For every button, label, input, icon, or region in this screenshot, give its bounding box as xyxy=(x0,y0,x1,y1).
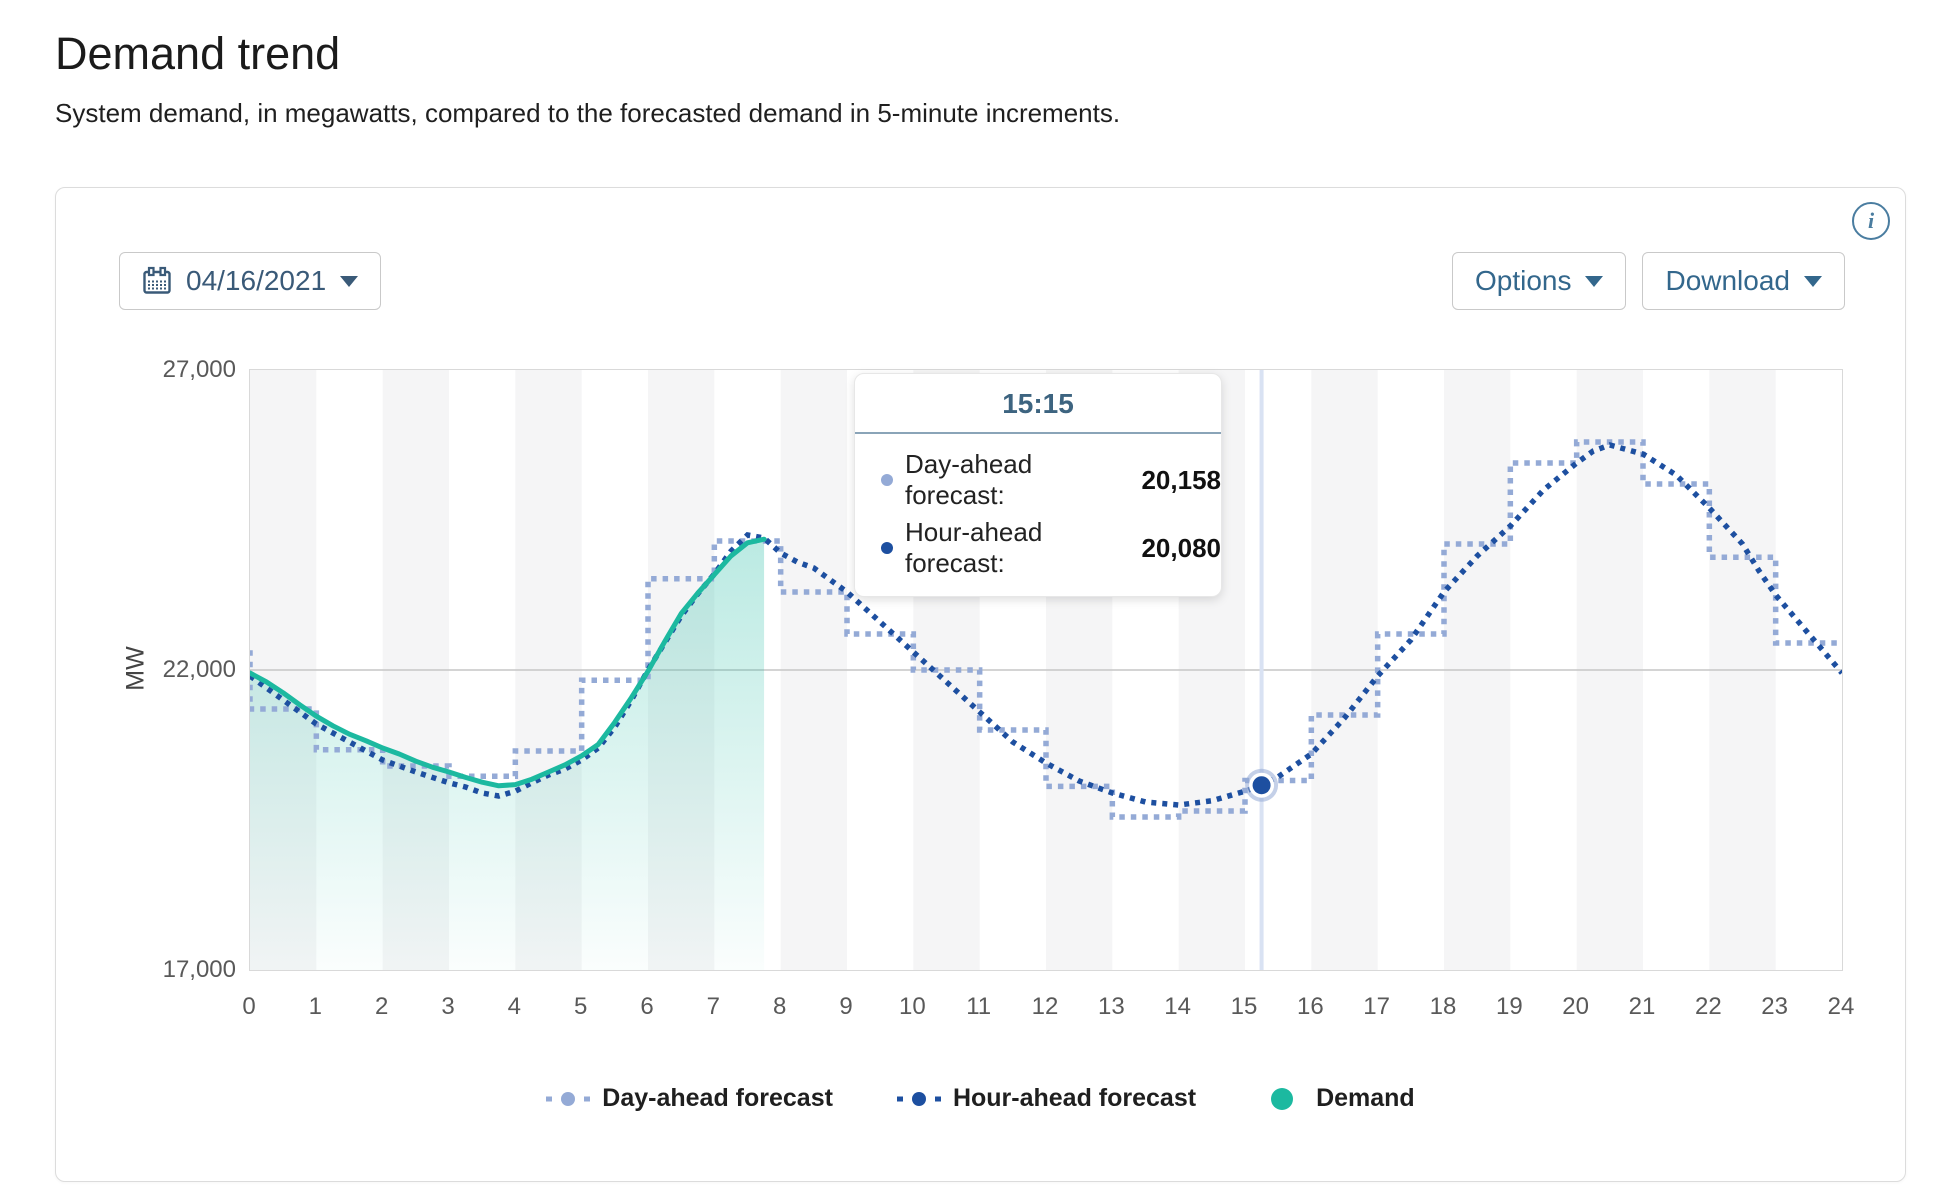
legend-item-day_ahead[interactable] xyxy=(546,1084,833,1113)
options-button[interactable] xyxy=(1452,252,1627,310)
x-tick-label: 14 xyxy=(1164,993,1192,1020)
day_ahead-marker-icon xyxy=(546,1087,590,1111)
x-tick-label: 19 xyxy=(1495,993,1523,1020)
x-tick-label: 1 xyxy=(308,993,323,1020)
chart-tooltip xyxy=(854,373,1222,597)
x-tick-label: 11 xyxy=(966,993,992,1020)
x-tick-label: 3 xyxy=(441,993,455,1020)
day-ahead-bullet-icon xyxy=(881,474,893,486)
x-tick-label: 15 xyxy=(1230,993,1258,1020)
x-tick-label: 2 xyxy=(374,993,389,1020)
hour_ahead-marker-icon xyxy=(897,1087,941,1111)
x-tick-label: 17 xyxy=(1363,993,1391,1020)
tooltip-row-day-ahead xyxy=(855,446,1221,514)
chart-legend xyxy=(56,1084,1905,1113)
x-tick-label: 5 xyxy=(573,993,588,1020)
demand-trend-card xyxy=(55,187,1906,1182)
page-subtitle: System demand, in megawatts, compared to the forecasted demand in 5-minute increments. xyxy=(55,98,1121,128)
hour-ahead-bullet-icon xyxy=(881,542,893,554)
x-tick-label: 0 xyxy=(242,993,256,1020)
tooltip-time: 15:15 xyxy=(1002,388,1074,419)
x-axis-labels xyxy=(242,993,1855,1023)
x-tick-label: 7 xyxy=(706,993,721,1020)
tooltip-value: 20,158 xyxy=(1141,464,1221,495)
legend-label: Day-ahead forecast xyxy=(602,1084,833,1112)
x-tick-label: 10 xyxy=(898,993,926,1020)
x-tick-label: 22 xyxy=(1694,993,1722,1020)
y-tick-27000: 27,000 xyxy=(162,356,236,383)
download-button[interactable] xyxy=(1642,252,1845,310)
chevron-down-icon xyxy=(340,276,358,287)
tooltip-label: Hour-ahead forecast: xyxy=(905,517,1043,578)
x-tick-label: 12 xyxy=(1031,993,1059,1020)
x-tick-label: 6 xyxy=(640,993,654,1020)
chevron-down-icon xyxy=(1804,276,1822,287)
hover-marker-icon[interactable] xyxy=(1253,776,1271,794)
x-tick-label: 9 xyxy=(839,993,853,1020)
date-value: 04/16/2021 xyxy=(186,265,327,296)
calendar-icon xyxy=(142,266,172,296)
x-tick-label: 21 xyxy=(1628,993,1656,1020)
chevron-down-icon xyxy=(1585,276,1603,287)
date-picker-button[interactable] xyxy=(119,252,381,310)
info-icon[interactable]: i xyxy=(1852,202,1890,240)
x-tick-label: 20 xyxy=(1562,993,1590,1020)
options-label: Options xyxy=(1474,265,1572,296)
tooltip-row-hour-ahead xyxy=(855,514,1221,582)
legend-item-demand[interactable] xyxy=(1260,1084,1415,1113)
legend-label: Hour-ahead forecast xyxy=(952,1084,1197,1112)
demand-marker-icon xyxy=(1260,1087,1304,1111)
y-tick-17000: 17,000 xyxy=(162,956,236,983)
x-tick-label: 13 xyxy=(1097,993,1125,1020)
y-tick-22000: 22,000 xyxy=(162,656,236,683)
tooltip-label: Day-ahead forecast: xyxy=(905,449,1033,510)
page-title: Demand trend xyxy=(55,28,341,79)
legend-item-hour_ahead[interactable] xyxy=(897,1084,1196,1113)
y-axis-title: MW xyxy=(121,646,150,691)
x-tick-label: 16 xyxy=(1296,993,1324,1020)
x-tick-label: 24 xyxy=(1827,993,1855,1020)
x-tick-label: 23 xyxy=(1761,993,1789,1020)
toolbar-right xyxy=(1452,252,1845,310)
x-tick-label: 8 xyxy=(772,993,787,1020)
download-label: Download xyxy=(1665,265,1790,296)
x-tick-label: 18 xyxy=(1429,993,1457,1020)
tooltip-value: 20,080 xyxy=(1141,532,1221,563)
tooltip-divider xyxy=(855,432,1221,434)
x-tick-label: 4 xyxy=(507,993,522,1020)
legend-label: Demand xyxy=(1316,1084,1415,1112)
